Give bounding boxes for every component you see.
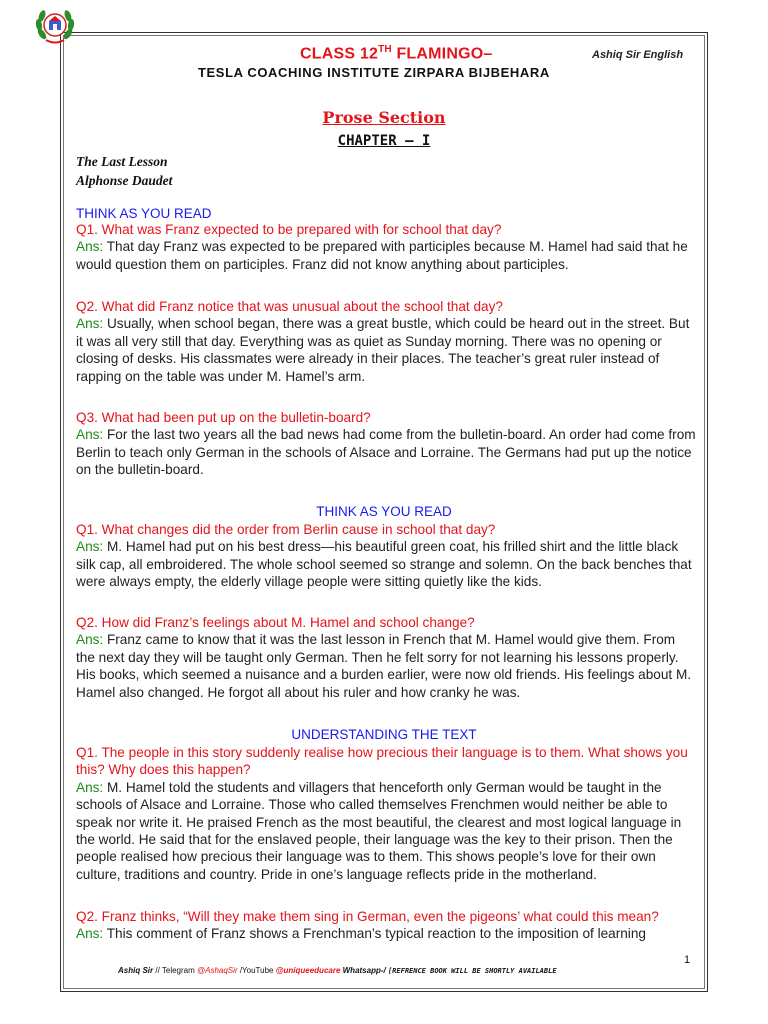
section-title: Prose Section — [322, 108, 446, 127]
header-signature: Ashiq Sir English — [592, 49, 684, 61]
qa-block — [76, 298, 696, 385]
answer-text: Ans: For the last two years all the bad news had come from the bulletin-board. An order had come from Berlin to teach only German in the schools of Alsace and Lorraine. The Germans had put up the notice on the bulletin-board. — [76, 427, 696, 478]
question-text: Q2. What did Franz notice that was unusual about the school that day? — [76, 299, 503, 314]
page-number: 1 — [684, 954, 691, 966]
answer-text: Ans: Usually, when school began, there was a great bustle, which could be heard out in the street. But it was all very still that day. Everything was as quiet as Sunday morning. There was no opening or closing of desks. His classmates were already in their places. The teacher’s great ruler instead of rapping on the table was under M. Hamel’s arm. — [76, 316, 690, 384]
question-text: Q2. How did Franz’s feelings about M. Hamel and school change? — [76, 615, 475, 630]
section-heading: THINK AS YOU READ — [316, 504, 452, 519]
youtube-handle-link[interactable]: @uniqueeducare — [275, 966, 341, 975]
story-title: The Last Lesson — [76, 154, 168, 169]
question-text: Q1. What was Franz expected to be prepared with for school that day? — [76, 222, 502, 237]
telegram-handle-link[interactable]: @AshaqSir — [197, 966, 238, 975]
answer-text: Ans: That day Franz was expected to be prepared with participles because M. Hamel had said that he would question them on participles. Franz did not know anything about participles. — [76, 239, 688, 272]
class-title: CLASS 12TH FLAMINGO– — [300, 44, 493, 63]
answer-text: Ans: M. Hamel had put on his best dress—his beautiful green coat, his frilled shirt and the little black silk cap, all embroidered. The whole school seemed so strange and solemn. On the back benches that were always empty, the elderly village people were sitting quietly like the kids. — [76, 539, 692, 590]
footer-name: Ashiq Sir — [118, 966, 154, 975]
footer-note: [REFRENCE BOOK WILL BE SHORTLY AVAILABLE — [387, 967, 557, 975]
answer-label: Ans: — [76, 239, 104, 255]
question-text: Q1. What changes did the order from Berlin cause in school that day? — [76, 522, 496, 537]
qa-block — [76, 221, 696, 273]
section-heading: UNDERSTANDING THE TEXT — [291, 727, 477, 742]
answer-label: Ans: — [76, 632, 104, 648]
qa-block — [76, 521, 696, 591]
qa-block — [76, 744, 696, 883]
answer-label: Ans: — [76, 539, 104, 555]
answer-label: Ans: — [76, 427, 104, 443]
story-author: Alphonse Daudet — [76, 173, 173, 188]
chapter-heading: CHAPTER – I — [337, 133, 431, 149]
answer-label: Ans: — [76, 779, 104, 795]
institute-name: TESLA COACHING INSTITUTE ZIRPARA BIJBEHARA — [198, 65, 550, 80]
question-text: Q2. Franz thinks, “Will they make them sing in German, even the pigeons’ what could this mean? — [76, 909, 659, 924]
qa-block — [76, 409, 696, 479]
question-text: Q1. The people in this story suddenly realise how precious their language is to them. What shows you this? Why does this happen? — [76, 745, 688, 778]
question-text: Q3. What had been put up on the bulletin-board? — [76, 410, 371, 425]
footer — [118, 966, 557, 975]
qa-block — [76, 908, 696, 943]
footer-telegram-label: // Telegram — [153, 966, 197, 975]
answer-text: Ans: Franz came to know that it was the last lesson in French that M. Hamel would give them. From the next day they will be taught only German. Then he felt sorry for not learning his lessons properly. His books, which seemed a nuisance and a burden earlier, were now old friends. His feelings about M. Hamel also changed. He forgot all about his ruler and how cranky he was. — [76, 632, 692, 700]
institute-logo-icon — [34, 4, 76, 46]
answer-text: Ans: M. Hamel told the students and villagers that henceforth only German would be taught in the schools of Alsace and Lorraine. Those who called themselves Frenchmen would neither be able to speak nor write it. He praised French as the most beautiful, the clearest and most logical language in the world. He said that for the enslaved people, their language was the key to their prison. Then the people realised how precious their language was to them. This shows people’s love for their own culture, traditions and country. Pride in one’s language reflects pride in the motherland. — [76, 779, 682, 882]
qa-block — [76, 614, 696, 701]
footer-youtube-label: /YouTube — [237, 966, 276, 975]
section-heading: THINK AS YOU READ — [76, 206, 212, 221]
answer-label: Ans: — [76, 926, 104, 942]
answer-label: Ans: — [76, 316, 104, 332]
answer-text: Ans: This comment of Franz shows a Frenchman’s typical reaction to the imposition of learning — [76, 926, 646, 942]
footer-whatsapp-label: Whatsapp-/ — [340, 966, 388, 975]
